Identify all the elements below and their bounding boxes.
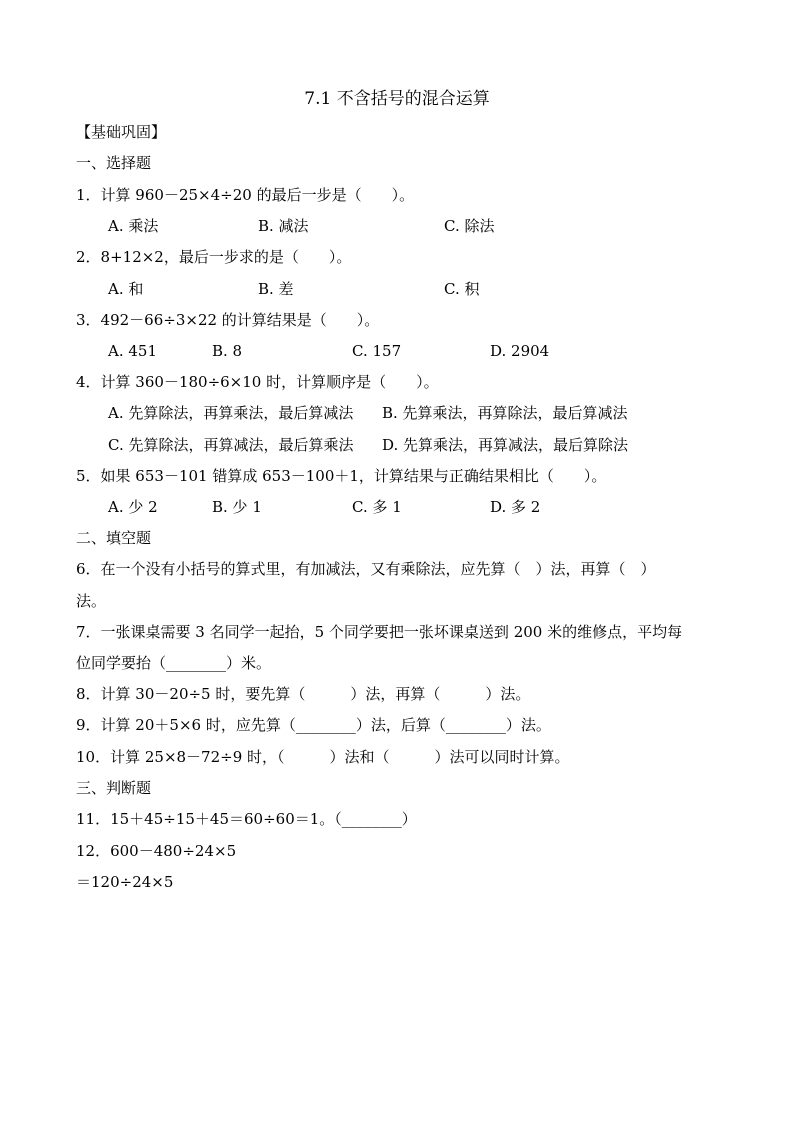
question-12-line-2: ＝120÷24×5 bbox=[76, 873, 174, 891]
q2-option-a: A. 和 bbox=[108, 280, 144, 298]
question-11: 11．15＋45÷15＋45＝60÷60＝1。（________） bbox=[76, 810, 417, 828]
question-4: 4．计算 360－180÷6×10 时，计算顺序是（ ）。 bbox=[76, 373, 439, 391]
q4-option-c: C. 先算除法，再算减法，最后算乘法 bbox=[108, 436, 354, 454]
q3-option-b: B. 8 bbox=[212, 342, 243, 360]
q5-option-c: C. 多 1 bbox=[352, 498, 402, 516]
question-5: 5．如果 653－101 错算成 653－100＋1，计算结果与正确结果相比（ ）。 bbox=[76, 467, 607, 485]
q1-option-c: C. 除法 bbox=[444, 217, 495, 235]
question-1: 1．计算 960－25×4÷20 的最后一步是（ ）。 bbox=[76, 186, 415, 204]
q3-option-a: A. 451 bbox=[108, 342, 157, 360]
q4-option-d: D. 先算乘法，再算减法，最后算除法 bbox=[382, 436, 629, 454]
section-fill-heading: 二、填空题 bbox=[76, 529, 152, 547]
question-3: 3．492－66÷3×22 的计算结果是（ ）。 bbox=[76, 311, 380, 329]
question-9: 9．计算 20＋5×6 时，应先算（________）法，后算（________）法。 bbox=[76, 716, 551, 734]
question-6-line-1: 6．在一个没有小括号的算式里，有加减法，又有乘除法，应先算（ ）法，再算（ ） bbox=[76, 560, 656, 578]
question-7-line-1: 7．一张课桌需要 3 名同学一起抬，5 个同学要把一张坏课桌送到 200 米的维修点，平均每 bbox=[76, 623, 683, 641]
section-choice-heading: 一、选择题 bbox=[76, 154, 152, 172]
q1-option-b: B. 减法 bbox=[258, 217, 309, 235]
question-12-line-1: 12．600－480÷24×5 bbox=[76, 842, 237, 860]
page-title: 7.1 不含括号的混合运算 bbox=[304, 89, 490, 109]
question-2: 2．8+12×2，最后一步求的是（ ）。 bbox=[76, 248, 352, 266]
question-10: 10．计算 25×8－72÷9 时，（ ）法和（ ）法可以同时计算。 bbox=[76, 748, 570, 766]
question-8: 8．计算 30－20÷5 时，要先算（ ）法，再算（ ）法。 bbox=[76, 685, 531, 703]
q4-option-b: B. 先算乘法，再算除法，最后算减法 bbox=[382, 404, 628, 422]
q5-option-a: A. 少 2 bbox=[108, 498, 158, 516]
q1-option-a: A. 乘法 bbox=[108, 217, 159, 235]
section-basic-heading: 【基础巩固】 bbox=[76, 123, 167, 141]
q2-option-b: B. 差 bbox=[258, 280, 294, 298]
q2-option-c: C. 积 bbox=[444, 280, 480, 298]
q3-option-d: D. 2904 bbox=[490, 342, 550, 360]
question-6-line-2: 法。 bbox=[76, 592, 107, 610]
section-judge-heading: 三、判断题 bbox=[76, 779, 152, 797]
q5-option-b: B. 少 1 bbox=[212, 498, 262, 516]
q3-option-c: C. 157 bbox=[352, 342, 402, 360]
q5-option-d: D. 多 2 bbox=[490, 498, 541, 516]
q4-option-a: A. 先算除法，再算乘法，最后算减法 bbox=[108, 404, 354, 422]
question-7-line-2: 位同学要抬（________）米。 bbox=[76, 654, 272, 672]
